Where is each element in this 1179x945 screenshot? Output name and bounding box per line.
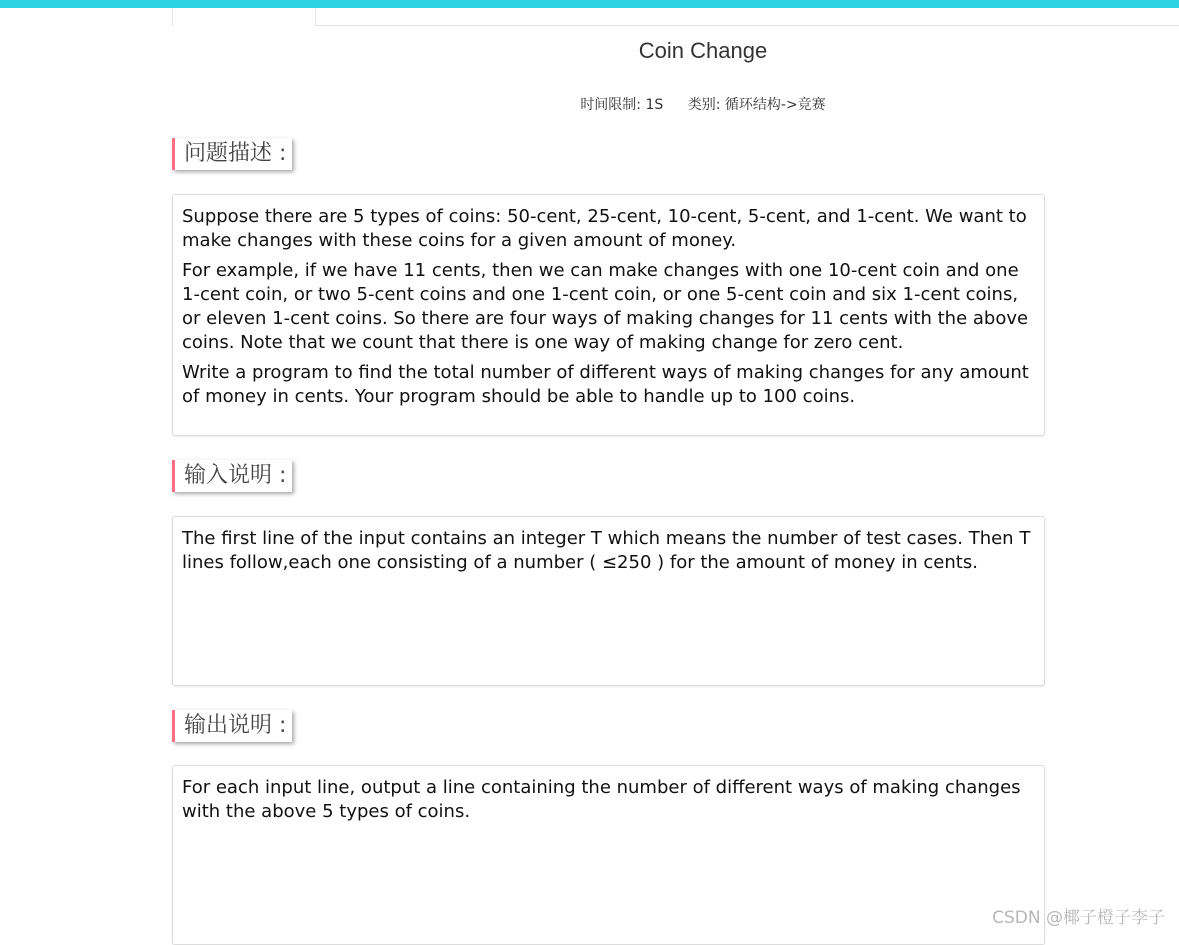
problem-title: Coin Change xyxy=(638,38,768,63)
tab-strip xyxy=(172,8,1179,26)
input-heading: 输入说明 : xyxy=(172,460,292,492)
description-paragraph: Suppose there are 5 types of coins: 50-cent, 25-cent, 10-cent, 5-cent, and 1-cent. We want to make changes with these coins for a given amount of money. xyxy=(182,206,1027,251)
description-panel xyxy=(172,194,1045,436)
input-panel xyxy=(172,516,1045,686)
description-paragraph: Write a program to find the total number of different ways of making changes for any amount of money in cents. Your program should be able to handle up to 100 coins. xyxy=(182,362,1029,407)
watermark: CSDN @椰子橙子李子 xyxy=(992,908,1165,928)
problem-meta xyxy=(403,94,1003,114)
input-paragraph: The first line of the input contains an integer T which means the number of test cases. Then T lines follow,each one consisting of a number ( ≤250 ) for the amount of money in cents. xyxy=(182,528,1031,573)
description-heading: 问题描述 : xyxy=(172,138,292,170)
tab-strip-border xyxy=(315,8,1179,26)
output-paragraph: For each input line, output a line containing the number of different ways of making changes with the above 5 types of coins. xyxy=(182,777,1021,822)
category: 类别: 循环结构->竞赛 xyxy=(687,97,826,113)
active-tab[interactable] xyxy=(172,8,316,26)
output-heading: 输出说明 : xyxy=(172,710,292,742)
time-limit: 时间限制: 1S xyxy=(580,97,664,113)
top-accent-bar xyxy=(0,0,1179,8)
output-panel xyxy=(172,765,1045,945)
description-paragraph: For example, if we have 11 cents, then we can make changes with one 10-cent coin and one 1-cent coin, or two 5-cent coins and one 1-cent coin, or one 5-cent coin and six 1-cent coins, or eleven 1-cent coins. So there are four ways of making changes for 11 cents with the above coins. Note that we count that there is one way of making change for zero cent. xyxy=(182,260,1029,353)
